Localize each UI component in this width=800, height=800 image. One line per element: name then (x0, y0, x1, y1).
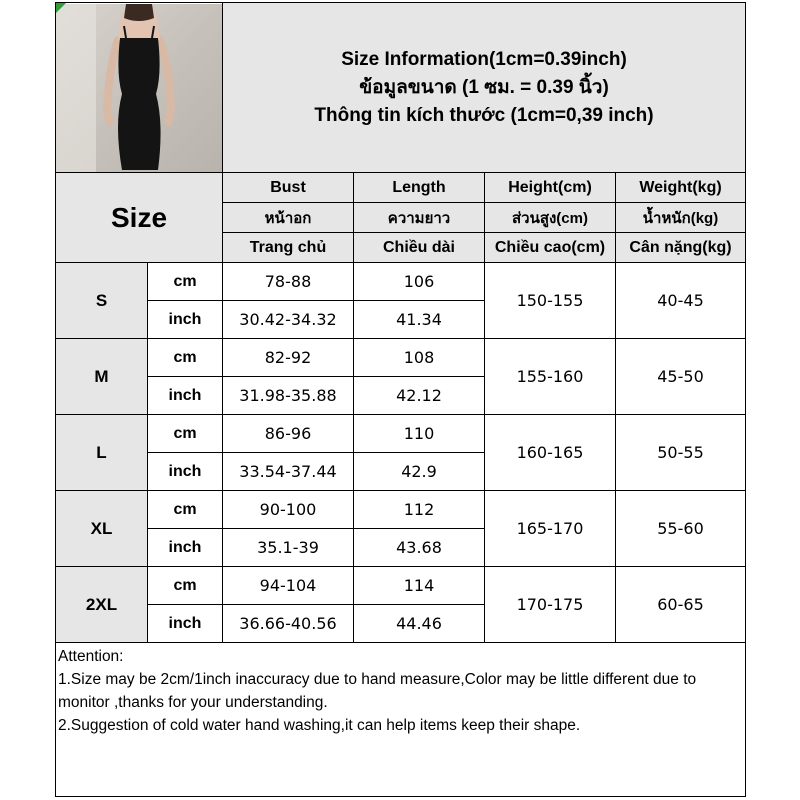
bust-inch-value: 33.54-37.44 (223, 453, 354, 491)
bust-inch-value: 30.42-34.32 (223, 301, 354, 339)
size-label-l: L (56, 415, 148, 491)
bust-cm-value: 78-88 (223, 263, 354, 301)
length-cm-value: 106 (354, 263, 485, 301)
size-chart-table (55, 2, 746, 797)
size-chart-sheet (55, 2, 745, 800)
size-label-2xl: 2XL (56, 567, 148, 643)
weight-value: 55-60 (616, 491, 746, 567)
unit-inch: inch (148, 529, 223, 567)
length-inch-value: 42.12 (354, 377, 485, 415)
col-length-th: ความยาว (354, 203, 485, 233)
unit-inch: inch (148, 301, 223, 339)
bust-cm-value: 94-104 (223, 567, 354, 605)
attention-note-1: 1.Size may be 2cm/1inch inaccuracy due to hand measure,Color may be little different due to monitor ,thanks for your understanding. (58, 671, 697, 711)
bust-cm-value: 82-92 (223, 339, 354, 377)
unit-inch: inch (148, 453, 223, 491)
unit-cm: cm (148, 415, 223, 453)
length-inch-value: 43.68 (354, 529, 485, 567)
attention-title: Attention: (58, 648, 124, 665)
height-value: 170-175 (485, 567, 616, 643)
size-column-title: Size (56, 173, 223, 263)
size-info-title-vi: Thông tin kích thước (1cm=0,39 inch) (314, 104, 654, 126)
length-cm-value: 110 (354, 415, 485, 453)
col-length-en: Length (354, 173, 485, 203)
size-info-title-th: ข้อมูลขนาด (1 ซม. = 0.39 นิ้ว) (359, 76, 609, 98)
weight-value: 50-55 (616, 415, 746, 491)
col-height-th: ส่วนสูง(cm) (485, 203, 616, 233)
unit-cm: cm (148, 567, 223, 605)
length-cm-value: 112 (354, 491, 485, 529)
col-weight-en: Weight(kg) (616, 173, 746, 203)
length-inch-value: 42.9 (354, 453, 485, 491)
unit-inch: inch (148, 377, 223, 415)
dress-photo-icon (56, 4, 222, 172)
bust-inch-value: 36.66-40.56 (223, 605, 354, 643)
height-value: 160-165 (485, 415, 616, 491)
attention-note-2: 2.Suggestion of cold water hand washing,it can help items keep their shape. (58, 717, 581, 734)
weight-value: 45-50 (616, 339, 746, 415)
length-cm-value: 108 (354, 339, 485, 377)
unit-cm: cm (148, 491, 223, 529)
col-height-en: Height(cm) (485, 173, 616, 203)
height-value: 150-155 (485, 263, 616, 339)
size-info-title-en: Size Information(1cm=0.39inch) (341, 48, 627, 70)
unit-cm: cm (148, 339, 223, 377)
col-length-vi: Chiều dài (354, 233, 485, 263)
size-info-header (223, 3, 746, 173)
col-bust-en: Bust (223, 173, 354, 203)
weight-value: 60-65 (616, 567, 746, 643)
col-bust-th: หน้าอก (223, 203, 354, 233)
product-photo (56, 3, 223, 173)
col-bust-vi: Trang chủ (223, 233, 354, 263)
size-label-xl: XL (56, 491, 148, 567)
corner-mark-icon (56, 3, 66, 13)
length-inch-value: 41.34 (354, 301, 485, 339)
col-weight-th: น้ำหนัก(kg) (616, 203, 746, 233)
length-inch-value: 44.46 (354, 605, 485, 643)
length-cm-value: 114 (354, 567, 485, 605)
col-height-vi: Chiều cao(cm) (485, 233, 616, 263)
size-label-m: M (56, 339, 148, 415)
size-label-s: S (56, 263, 148, 339)
bust-cm-value: 86-96 (223, 415, 354, 453)
weight-value: 40-45 (616, 263, 746, 339)
attention-notes (56, 643, 746, 797)
unit-inch: inch (148, 605, 223, 643)
unit-cm: cm (148, 263, 223, 301)
bust-inch-value: 31.98-35.88 (223, 377, 354, 415)
bust-inch-value: 35.1-39 (223, 529, 354, 567)
height-value: 165-170 (485, 491, 616, 567)
col-weight-vi: Cân nặng(kg) (616, 233, 746, 263)
height-value: 155-160 (485, 339, 616, 415)
bust-cm-value: 90-100 (223, 491, 354, 529)
